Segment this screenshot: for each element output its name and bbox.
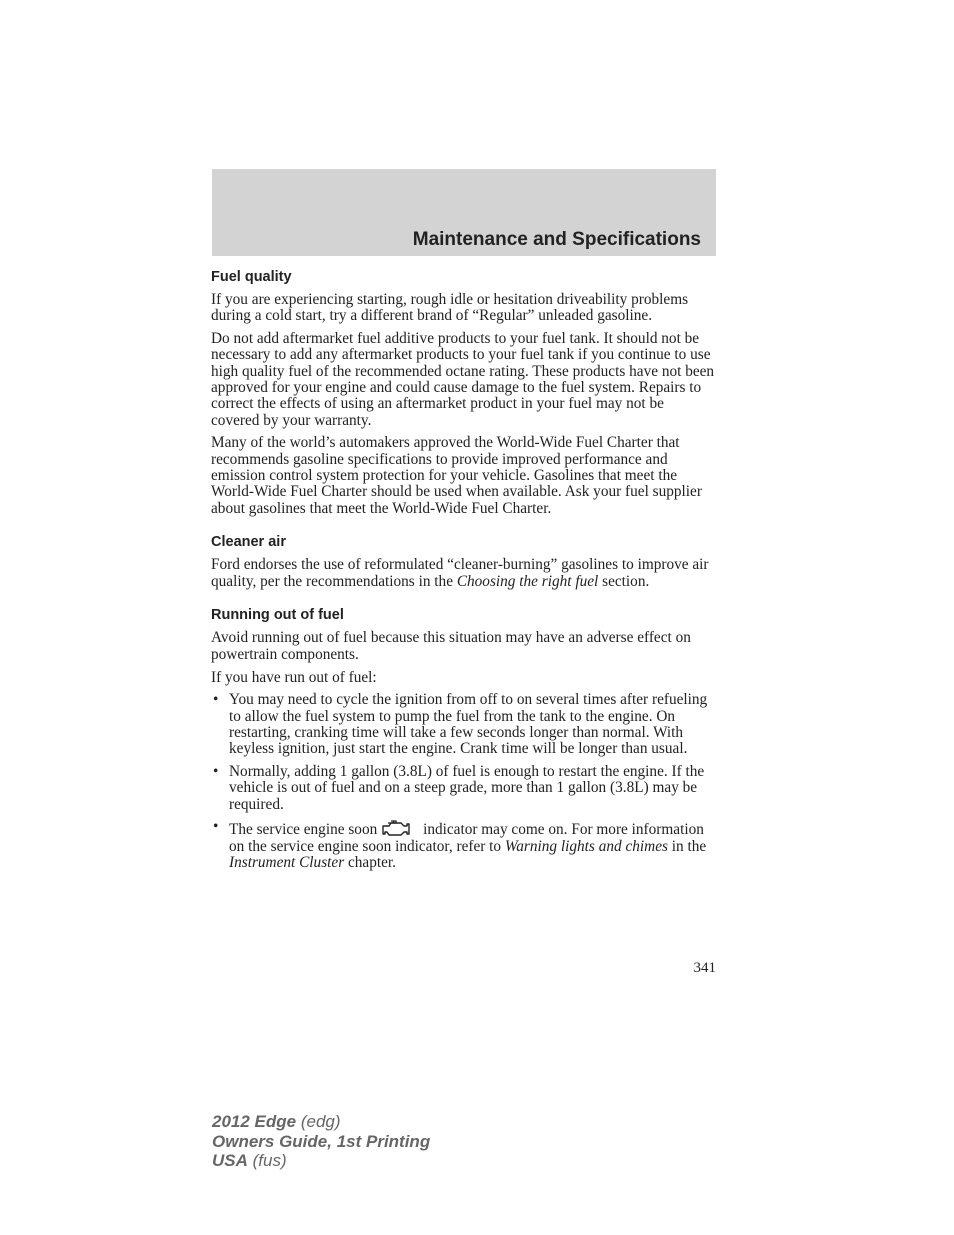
paragraph: Avoid running out of fuel because this situation may have an adverse effect on powertrain components. (211, 629, 691, 663)
cross-reference-link: Choosing the right fuel (456, 572, 599, 590)
cross-reference-link: Instrument Cluster (229, 854, 345, 872)
bullet-list (211, 692, 716, 871)
heading-fuel-quality: Fuel quality (211, 269, 292, 285)
document-footer: 2012 Edge (edg) Owners Guide, 1st Printing USA (fus) (212, 1112, 431, 1170)
paragraph: If you are experiencing starting, rough idle or hesitation driveability problems during a cold start, try a different brand of “Regular” unleaded gasoline. (211, 291, 689, 325)
heading-running-out-of-fuel: Running out of fuel (211, 607, 344, 624)
paragraph: If you have run out of fuel: (211, 668, 377, 686)
paragraph: Do not add aftermarket fuel additive products to your fuel tank. It should not be necessary to add any aftermarket products to your fuel tank if you continue to use high quality fuel of the recommended octane rating. These products have not been approved for your engine and could cause damage to the fuel system. Repairs to correct the effects of using an aftermarket product in your fuel may not be covered by your warranty. (211, 330, 715, 429)
page-content (211, 268, 716, 878)
paragraph: Ford endorses the use of reformulated “cleaner-burning” gasolines to improve air quality, per the recommendations in the Choosing the right fuel section. (211, 556, 709, 590)
paragraph: Many of the world’s automakers approved the World-Wide Fuel Charter that recommends gasoline specifications to provide improved performance and emission control system protection for your vehicle. Gasolines that meet the World-Wide Fuel Charter should be used when available. Ask your fuel supplier about gasolines that meet the World-Wide Fuel Charter. (211, 434, 702, 517)
list-item: • The service engine soon indicator may come on. For more information on the service engine soon indicator, refer to Warning lights and chimes in the Instrument Cluster chapter. (213, 818, 707, 872)
list-item: • Normally, adding 1 gallon (3.8L) of fuel is enough to restart the engine. If the vehicle is out of fuel and on a steep grade, more than 1 gallon (3.8L) may be required. (213, 763, 705, 813)
engine-icon (379, 819, 413, 837)
heading-cleaner-air: Cleaner air (211, 534, 286, 551)
section-title: Maintenance and Specifications (412, 229, 701, 250)
page-number: 341 (693, 960, 716, 976)
cross-reference-link: Warning lights and chimes (504, 837, 668, 855)
section-header-band (212, 169, 716, 256)
list-item: • You may need to cycle the ignition from off to on several times after refueling to allow the fuel system to pump the fuel from the tank to the engine. On restarting, cranking time will take a few seconds longer than normal. With keyless ignition, just start the engine. Crank time will be longer than usual. (213, 691, 708, 758)
